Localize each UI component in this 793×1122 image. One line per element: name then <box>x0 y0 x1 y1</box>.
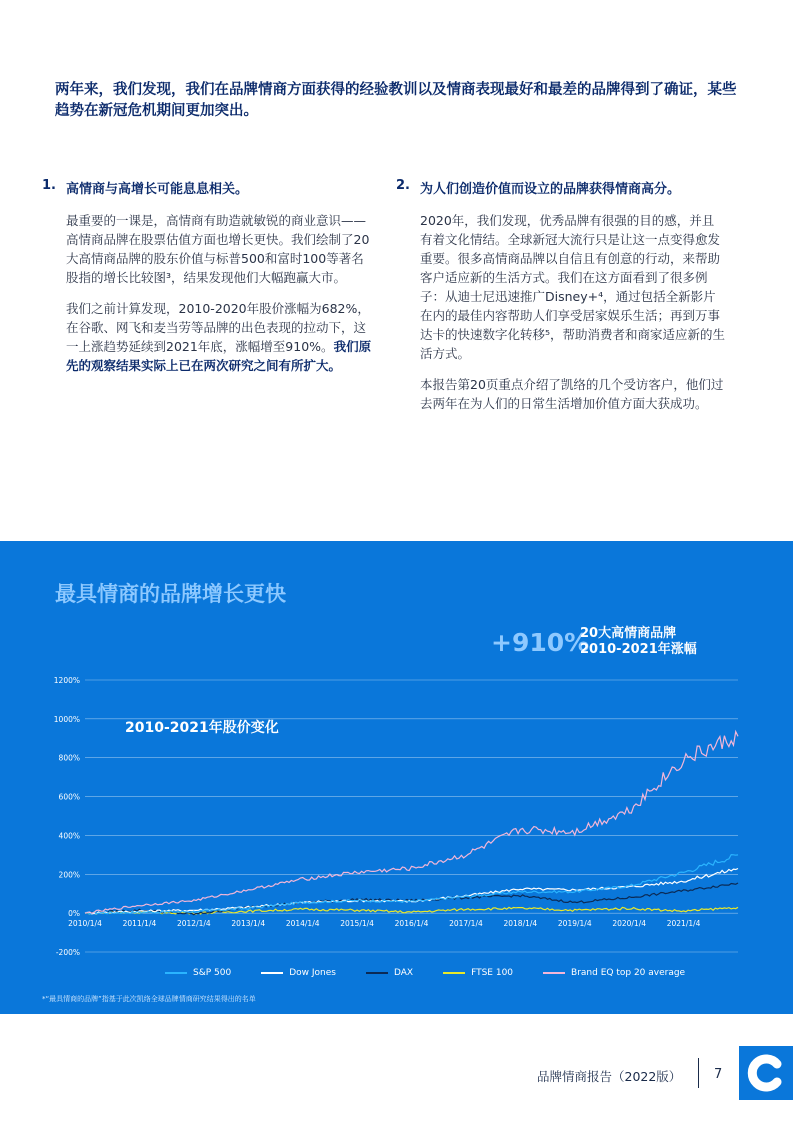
x-tick-label: 2014/1/4 <box>285 919 320 929</box>
x-tick-label: 2016/1/4 <box>394 919 429 929</box>
legend-label: Brand EQ top 20 average <box>571 968 686 978</box>
section-1-paragraph-2-bold: 我们原先的观察结果实际上已在两次研究之间有所扩大。 <box>66 339 372 373</box>
section-1-heading-text: 高情商与高增长可能息息相关。 <box>66 182 249 197</box>
legend-item <box>165 968 231 978</box>
report-title: 品牌情商报告（2022版） <box>537 1069 682 1084</box>
section-2-paragraph-1: 2020年，我们发现，优秀品牌有很强的目的感，并且有着文化情结。全球新冠大流行只是让这一点变得愈发重要。很多高情商品牌以自信且有创意的行动，来帮助客户适应新的生活方式。我们在这方面看到了很多例子：从迪士尼迅速推广Disney+⁴，通过包括全新影片在内的最佳内容帮助人们享受居家娱乐生活；再到万事达卡的快速数字化转移⁵，帮助消费者和商家适应新的生活方式。 <box>420 213 726 361</box>
series-line-s-p-500 <box>85 855 738 915</box>
x-tick-label: 2017/1/4 <box>449 919 483 929</box>
section-1-paragraph-2 <box>66 299 372 375</box>
x-tick-label: 2011/1/4 <box>122 919 157 929</box>
y-tick-label: 1200% <box>53 676 80 685</box>
legend-swatch <box>543 972 565 974</box>
x-tick-label: 2012/1/4 <box>176 919 211 929</box>
chart-legend <box>165 968 685 978</box>
section-2-heading <box>396 178 726 197</box>
legend-swatch <box>443 972 465 974</box>
chart-footnote: *“最具情商的品牌”指基于此次凯络全球品牌情商研究结果得出的名单 <box>42 995 256 1003</box>
intro-paragraph: 两年来，我们发现，我们在品牌情商方面获得的经验教训以及情商表现最好和最差的品牌得到了确证，某些趋势在新冠危机期间更加突出。 <box>55 82 737 119</box>
footer-divider <box>698 1058 699 1088</box>
x-tick-label: 2013/1/4 <box>231 919 266 929</box>
carat-logo-icon <box>739 1046 793 1100</box>
panel-title: 最具情商的品牌增长更快 <box>55 582 286 606</box>
y-tick-label: 1000% <box>53 714 80 724</box>
section-1 <box>42 178 372 387</box>
headline-label-line-1: 20大高情商品牌 <box>580 626 677 641</box>
x-tick-label: 2015/1/4 <box>340 919 374 929</box>
legend-label: S&P 500 <box>193 968 232 978</box>
headline-percentage: +910% <box>491 628 590 657</box>
section-2 <box>396 178 726 425</box>
y-tick-label: 0% <box>68 909 80 919</box>
y-tick-label: -200% <box>55 948 80 957</box>
legend-label: FTSE 100 <box>471 968 514 978</box>
legend-item <box>366 968 413 978</box>
x-tick-label: 2010/1/4 <box>68 919 102 929</box>
section-1-paragraph-1: 最重要的一课是，高情商有助造就敏锐的商业意识——高情商品牌在股票估值方面也增长更快。我们绘制了20大高情商品牌的股东价值与标普500和富时100等著名股指的增长比较图³，结果发现他们大幅跑赢大市。 <box>66 213 370 285</box>
x-tick-label: 2021/1/4 <box>666 919 701 929</box>
page-number: 7 <box>714 1067 723 1082</box>
headline-label <box>580 626 697 658</box>
section-1-number: 1. <box>42 178 56 193</box>
section-2-paragraph-2: 本报告第20页重点介绍了凯络的几个受访客户，他们过去两年在为人们的日常生活增加价值方面大获成功。 <box>420 377 724 411</box>
legend-item <box>543 968 685 978</box>
x-tick-label: 2018/1/4 <box>503 919 538 929</box>
section-1-paragraph-2-text: 我们之前计算发现，2010-2020年股价涨幅为682%，在谷歌、网飞和麦当劳等品牌的出色表现的拉动下，这一上涨趋势延续到2021年底，涨幅增至910%。 <box>66 301 370 354</box>
y-tick-label: 200% <box>58 870 80 880</box>
legend-item <box>261 968 336 978</box>
chart-label: 2010-2021年股价变化 <box>125 720 279 736</box>
section-2-number: 2. <box>396 178 410 193</box>
section-1-heading <box>42 178 372 197</box>
y-tick-label: 800% <box>58 753 80 763</box>
legend-label: Dow Jones <box>289 968 336 978</box>
legend-swatch <box>165 972 187 974</box>
legend-label: DAX <box>393 968 414 978</box>
headline-label-line-2: 2010-2021年涨幅 <box>580 642 697 657</box>
series-line-brand-eq-top-20-average <box>85 732 738 914</box>
stock-growth-chart <box>0 660 793 960</box>
legend-swatch <box>366 972 388 974</box>
x-tick-label: 2019/1/4 <box>557 919 592 929</box>
section-2-heading-text: 为人们创造价值而设立的品牌获得情商高分。 <box>420 182 681 197</box>
y-tick-label: 400% <box>58 831 80 841</box>
legend-swatch <box>261 972 283 974</box>
x-tick-label: 2020/1/4 <box>612 919 647 929</box>
series-line-dow-jones <box>85 869 738 914</box>
y-tick-label: 600% <box>58 792 80 802</box>
legend-item <box>443 968 513 978</box>
